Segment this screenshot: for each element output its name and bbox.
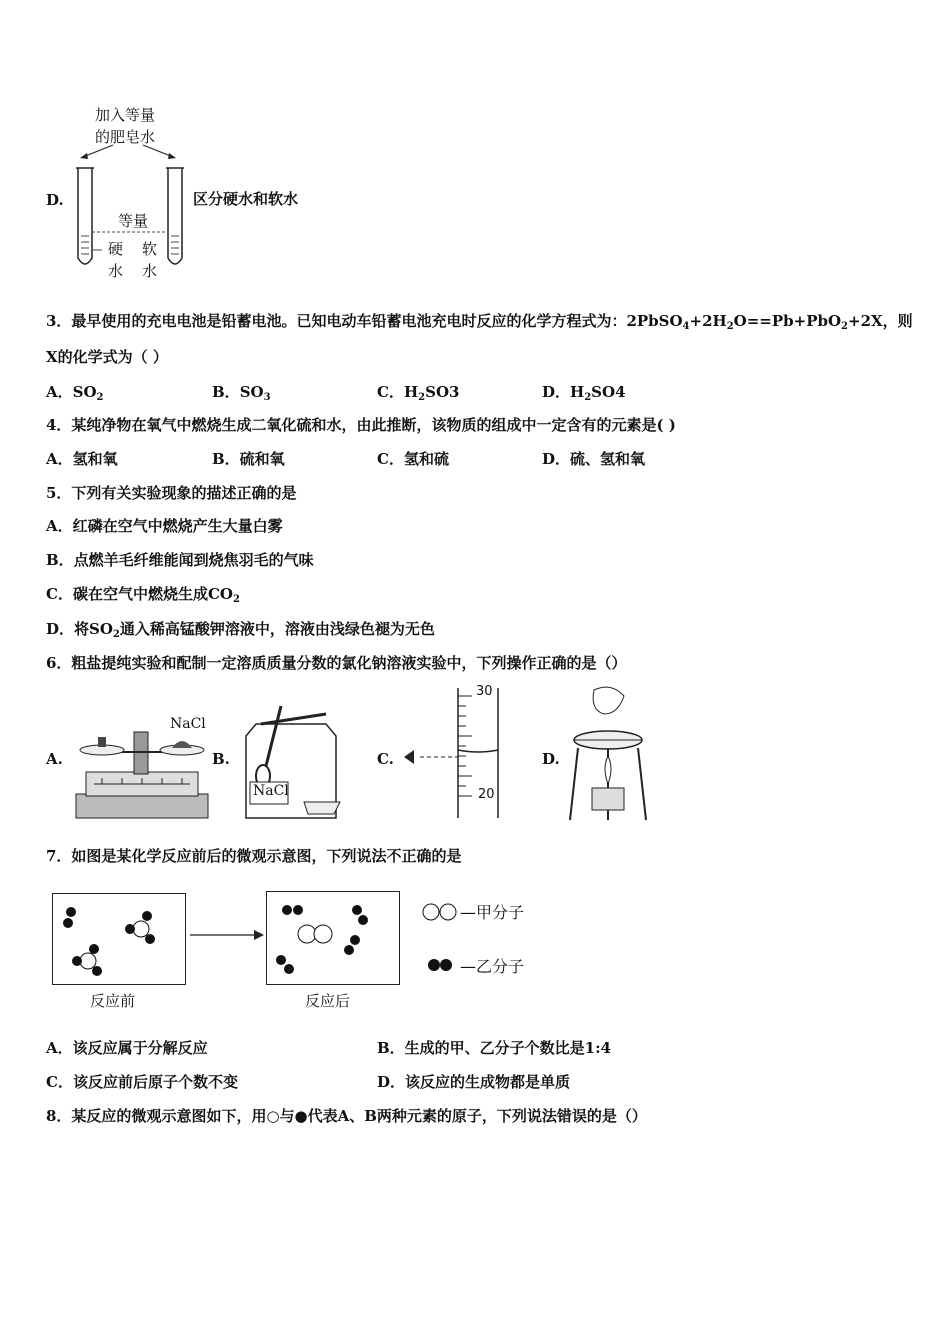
arrow-right-head	[168, 153, 176, 159]
fig-label-soft-2: 水	[142, 262, 158, 280]
q5-option-b[interactable]: B．点燃羊毛纤维能闻到烧焦羽毛的气味	[46, 551, 314, 569]
q5-stem: 5．下列有关实验现象的描述正确的是	[46, 484, 297, 502]
arrow-right	[143, 145, 173, 157]
q4-stem: 4．某纯净物在氧气中燃烧生成二氧化硫和水，由此推断，该物质的组成中一定含有的元素是( )	[46, 416, 676, 434]
hand	[593, 687, 624, 714]
q4-option-a[interactable]: A．氢和氧	[46, 450, 118, 468]
q7-option-a[interactable]: A．该反应属于分解反应	[46, 1039, 208, 1057]
q6-b-nacl-label: NaCl	[253, 783, 289, 799]
q3-option-b[interactable]: B．$SO_3$	[212, 383, 271, 403]
right-tube	[168, 168, 182, 264]
after-molecules	[267, 892, 399, 984]
arrow-left-head	[80, 153, 88, 159]
q6-scale-30: 30	[476, 684, 493, 699]
q5-option-a[interactable]: A．红磷在空气中燃烧产生大量白雾	[46, 517, 283, 535]
q7-stem: 7．如图是某化学反应前后的微观示意图，下列说法不正确的是	[46, 847, 462, 865]
q8-stem: 8．某反应的微观示意图如下，用○与●代表A、B两种元素的原子，下列说法错误的是（）	[46, 1107, 647, 1125]
q3-stem-line2: X的化学式为（ ）	[46, 348, 168, 366]
q3-stem: 3．最早使用的充电电池是铅蓄电池。已知电动车铅蓄电池充电时反应的化学方程式为：$2PbSO_4+2H_2O==Pb+PbO_2+2X$，则	[46, 312, 913, 332]
meniscus	[458, 750, 498, 752]
q3-option-c[interactable]: C．$H_2SO3$	[377, 383, 460, 403]
fig-label-soft-1: 软	[142, 240, 158, 258]
test-tubes-figure	[68, 140, 188, 270]
label-before: 反应前	[90, 992, 136, 1010]
eye-icon	[404, 750, 414, 764]
option-d-text: 区分硬水和软水	[193, 190, 299, 208]
fig-label-hard-2: 水	[108, 262, 124, 280]
legend-jia-label: —甲分子	[460, 903, 525, 922]
fig-label-hard-1: 硬	[108, 240, 124, 258]
q7-option-c[interactable]: C．该反应前后原子个数不变	[46, 1073, 238, 1091]
q6-option-c-letter[interactable]: C.	[377, 750, 394, 768]
after-reaction-box	[266, 891, 400, 985]
q6-scale-20: 20	[478, 787, 495, 802]
fig-label-add-soap: 加入等量	[95, 106, 156, 124]
q7-option-d[interactable]: D．该反应的生成物都是单质	[377, 1073, 571, 1091]
option-d-letter: D.	[46, 191, 64, 209]
q6-option-b-letter[interactable]: B.	[212, 750, 230, 768]
q6-option-d-letter[interactable]: D.	[542, 750, 560, 768]
label-after: 反应后	[305, 992, 351, 1010]
reaction-arrow	[190, 928, 270, 942]
q3-option-a[interactable]: A．$SO_2$	[46, 383, 104, 403]
q5-option-d[interactable]: D．将$SO_2$通入稀高锰酸钾溶液中，溶液由浅绿色褪为无色	[46, 620, 435, 640]
legend-jia-icon	[421, 902, 461, 922]
q7-option-b[interactable]: B．生成的甲、乙分子个数比是1:4	[377, 1039, 612, 1057]
q5-option-c[interactable]: C．碳在空气中燃烧生成$CO_2$	[46, 585, 240, 605]
before-reaction-box	[52, 893, 186, 985]
q6-stem: 6．粗盐提纯实验和配制一定溶质质量分数的氯化钠溶液实验中，下列操作正确的是（）	[46, 654, 627, 672]
q4-option-c[interactable]: C．氢和硫	[377, 450, 449, 468]
reagent-bottle-image	[236, 696, 356, 821]
q6-a-nacl-label: NaCl	[170, 716, 206, 732]
flame	[605, 756, 611, 784]
left-tube	[78, 168, 92, 264]
fig-label-equal: 等量	[118, 212, 149, 230]
arrow-left	[83, 145, 113, 157]
q4-option-d[interactable]: D．硫、氢和氧	[542, 450, 646, 468]
q4-option-b[interactable]: B．硫和氧	[212, 450, 285, 468]
evaporation-stand-image	[566, 684, 656, 824]
q3-option-d[interactable]: D．$H_2SO4$	[542, 383, 626, 403]
q6-option-a-letter[interactable]: A.	[46, 750, 63, 768]
before-molecules	[53, 894, 185, 984]
fig-label-soap-water: 的肥皂水	[95, 128, 156, 146]
legend-yi-label: —乙分子	[460, 957, 525, 976]
